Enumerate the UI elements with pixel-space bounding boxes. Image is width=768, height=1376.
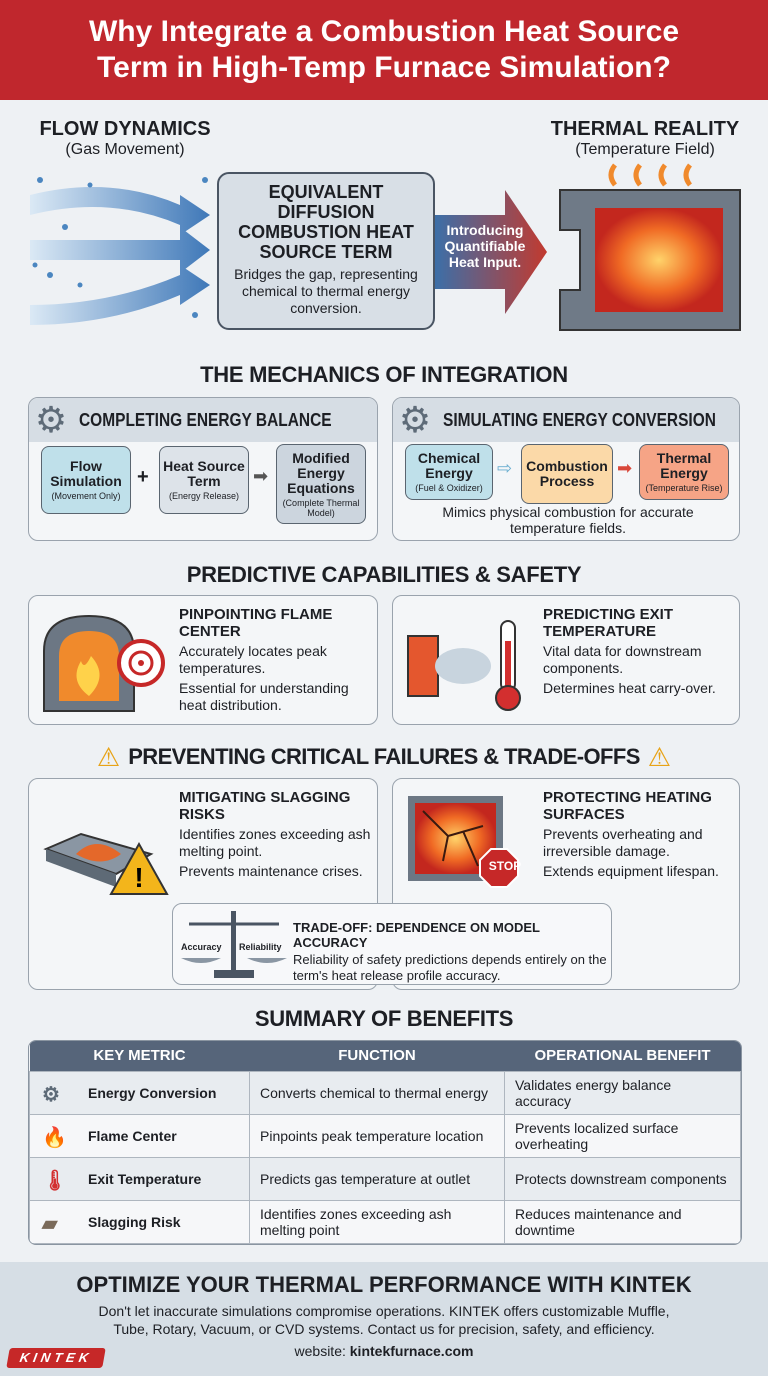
footer-title: OPTIMIZE YOUR THERMAL PERFORMANCE WITH KINTEK <box>76 1272 692 1297</box>
heat-source-box <box>159 446 249 514</box>
flame-center-p2: Essential for understanding heat distribution. <box>179 680 349 713</box>
b1s: (Movement Only) <box>51 491 121 501</box>
benefit: Reduces maintenance and downtime <box>505 1200 741 1243</box>
conversion-caption: Mimics physical combustion for accurate temperature fields. <box>442 504 694 536</box>
flame-center-heading: PINPOINTING FLAME CENTER <box>179 606 333 640</box>
surfaces-p1: Prevents overheating and irreversible damage. <box>543 826 703 859</box>
energy-balance-title: COMPLETING ENERGY BALANCE <box>79 410 332 430</box>
website-label: website: <box>294 1343 346 1359</box>
footer-website <box>0 1343 768 1359</box>
b1: Chemical Energy <box>417 450 481 481</box>
gear-icon: ⚙ <box>34 400 68 440</box>
b3: Modified Energy Equations <box>287 449 355 496</box>
surfaces-p2: Extends equipment lifespan. <box>543 863 719 879</box>
surfaces-heading: PROTECTING HEATING SURFACES <box>543 789 712 823</box>
footer-desc-1: Don't let inaccurate simulations compromise operations. KINTEK offers customizable Muffle, <box>98 1303 670 1319</box>
b2: Combustion Process <box>526 458 608 489</box>
arrow-right-icon: ➡ <box>253 466 269 486</box>
flow-sub: (Gas Movement) <box>65 141 185 158</box>
exit-temp-content <box>543 606 738 697</box>
slag-warning-icon <box>41 799 171 899</box>
function: Identifies zones exceeding ash melting point <box>250 1200 505 1243</box>
exit-temp-p1: Vital data for downstream components. <box>543 643 702 676</box>
arrow-text: Introducing Quantifiable Heat Input. <box>444 222 526 270</box>
b1: Flow Simulation <box>50 458 122 489</box>
energy-conversion-panel <box>392 397 740 541</box>
col-metric: KEY METRIC <box>30 1041 250 1071</box>
b1s: (Fuel & Oxidizer) <box>415 483 483 493</box>
mechanics-title: THE MECHANICS OF INTEGRATION <box>200 362 568 387</box>
b3s: (Complete Thermal Model) <box>282 497 360 518</box>
b3s: (Temperature Rise) <box>645 483 723 493</box>
modified-equations-box <box>276 444 366 524</box>
benefit: Protects downstream components <box>505 1157 741 1200</box>
benefit: Prevents localized surface overheating <box>505 1114 741 1157</box>
b2: Heat Source Term <box>163 458 245 489</box>
tradeoff-desc: Reliability of safety predictions depends entirely on the term's heat release profile accuracy. <box>293 952 607 983</box>
predictive-title: PREDICTIVE CAPABILITIES & SAFETY <box>186 562 582 587</box>
scale-right-label: Reliability <box>239 942 282 952</box>
center-desc: Bridges the gap, representing chemical to thermal energy conversion. <box>234 266 418 316</box>
thermal-energy-box <box>639 444 729 500</box>
flame-center-content <box>179 606 374 714</box>
function: Converts chemical to thermal energy <box>250 1071 505 1114</box>
slagging-content <box>179 789 374 880</box>
table-row <box>30 1071 741 1114</box>
col-function: FUNCTION <box>250 1041 505 1071</box>
energy-balance-panel <box>28 397 378 541</box>
warning-icon: ⚠ <box>96 742 121 772</box>
metric: Slagging Risk <box>88 1213 181 1230</box>
exit-temperature-panel <box>392 595 740 725</box>
tradeoff-content <box>293 920 608 984</box>
stop-sign-text: STOP <box>488 859 522 873</box>
table-row <box>30 1157 741 1200</box>
slagging-heading: MITIGATING SLAGGING RISKS <box>179 789 351 823</box>
gear-icon: ⚙ <box>42 1083 60 1106</box>
exit-thermometer-icon <box>403 616 533 716</box>
gas-flow-arrows-icon <box>20 165 220 335</box>
arrow-right-icon: ➡ <box>617 458 633 478</box>
b2s: (Energy Release) <box>168 491 240 501</box>
chemical-energy-box <box>405 444 493 500</box>
metric: Energy Conversion <box>88 1084 217 1101</box>
slagging-p1: Identifies zones exceeding ash melting point. <box>179 826 371 859</box>
metric: Flame Center <box>88 1127 177 1144</box>
thermal-title: THERMAL REALITY <box>550 118 740 140</box>
tradeoff-box <box>172 903 612 985</box>
arrow-right-icon: ⇨ <box>497 458 513 478</box>
flow-title: FLOW DYNAMICS <box>39 118 211 140</box>
function: Pinpoints peak temperature location <box>250 1114 505 1157</box>
kintek-logo: KINTEK <box>6 1348 106 1368</box>
b3: Thermal Energy <box>656 450 712 481</box>
flame-icon: 🔥 <box>42 1126 67 1149</box>
center-title: EQUIVALENT DIFFUSION COMBUSTION HEAT SOURCE TERM <box>238 182 414 262</box>
slag-icon: ▰ <box>42 1212 58 1235</box>
title-line-2: Term in High-Temp Furnace Simulation? <box>97 51 671 84</box>
slagging-p2: Prevents maintenance crises. <box>179 863 363 879</box>
thermometer-icon: 🌡 <box>42 1169 68 1192</box>
svg-text:!: ! <box>134 862 144 893</box>
table-row <box>30 1200 741 1243</box>
flow-simulation-box <box>41 446 131 514</box>
failures-title-row <box>0 742 768 772</box>
footer <box>0 1262 768 1376</box>
energy-conversion-header <box>393 398 739 442</box>
warning-icon: ⚠ <box>647 742 672 772</box>
cracked-surface-stop-icon <box>403 791 533 901</box>
exit-temp-heading: PREDICTING EXIT TEMPERATURE <box>543 606 674 640</box>
col-benefit: OPERATIONAL BENEFIT <box>505 1041 741 1071</box>
thermal-reality-label <box>545 118 745 159</box>
plus-sign: + <box>137 466 149 488</box>
title-line-1: Why Integrate a Combustion Heat Source <box>88 15 680 48</box>
energy-conversion-title: SIMULATING ENERGY CONVERSION <box>443 410 716 430</box>
function: Predicts gas temperature at outlet <box>250 1157 505 1200</box>
flow-dynamics-label <box>20 118 230 159</box>
surfaces-content <box>543 789 738 880</box>
tradeoff-heading: TRADE-OFF: DEPENDENCE ON MODEL ACCURACY <box>293 920 540 950</box>
flame-center-panel <box>28 595 378 725</box>
footer-desc-2: Tube, Rotary, Vacuum, or CVD systems. Contact us for precision, safety, and efficiency. <box>113 1321 655 1337</box>
failures-title: PREVENTING CRITICAL FAILURES & TRADE-OFFS <box>128 744 640 769</box>
website-link[interactable]: kintekfurnace.com <box>349 1343 474 1359</box>
energy-balance-header <box>29 398 377 442</box>
combustion-process-box <box>521 444 613 504</box>
thermal-sub: (Temperature Field) <box>575 141 715 158</box>
table-header-row <box>30 1041 741 1071</box>
scale-left-label: Accuracy <box>181 942 222 952</box>
furnace-icon <box>555 160 745 335</box>
gear-icon: ⚙ <box>398 400 432 440</box>
furnace-flame-target-icon <box>39 611 169 716</box>
header-banner <box>0 0 768 100</box>
flame-center-p1: Accurately locates peak temperatures. <box>179 643 327 676</box>
benefit: Validates energy balance accuracy <box>505 1071 741 1114</box>
exit-temp-p2: Determines heat carry-over. <box>543 680 716 696</box>
summary-table <box>28 1040 742 1245</box>
table-row <box>30 1114 741 1157</box>
heat-source-term-box <box>217 172 435 330</box>
summary-title: SUMMARY OF BENEFITS <box>254 1006 514 1031</box>
metric: Exit Temperature <box>88 1170 202 1187</box>
